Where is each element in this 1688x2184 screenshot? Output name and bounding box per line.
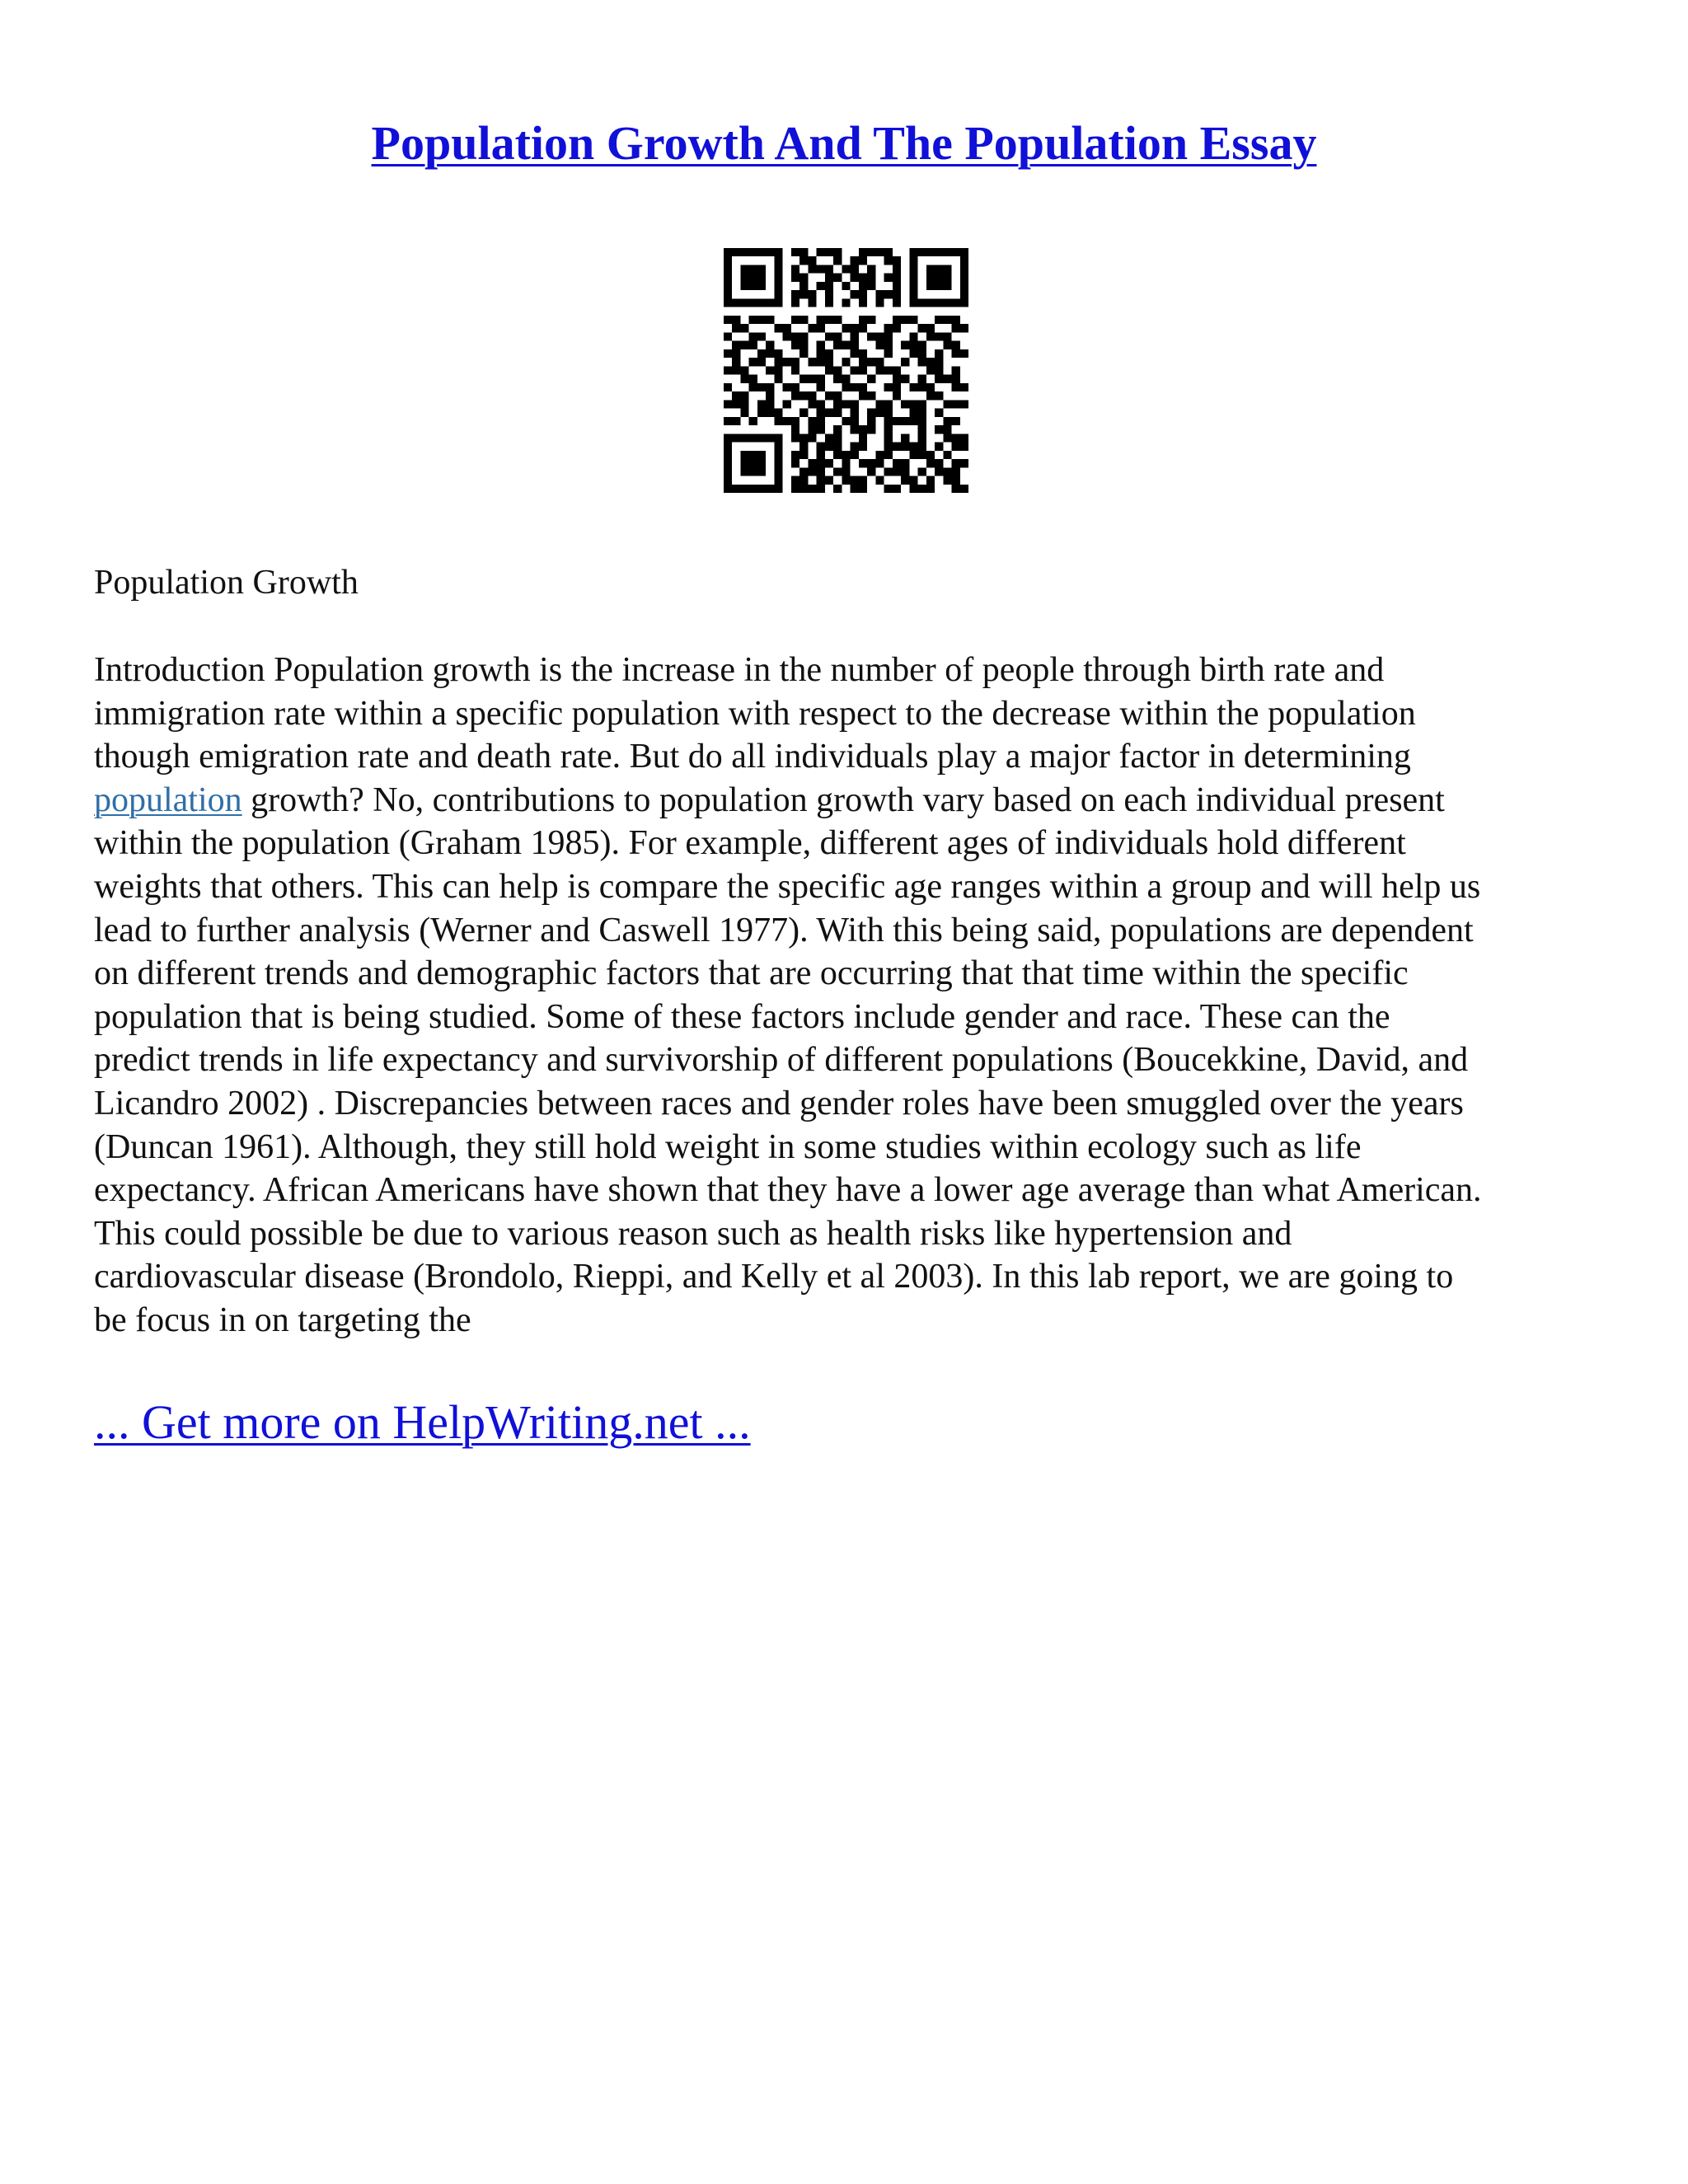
paragraph-line: lead to further analysis (Werner and Caswell 1977). With this being said, populations are dependent: [94, 911, 1474, 949]
paragraph-line: Licandro 2002) . Discrepancies between races and gender roles have been smuggled over the years: [94, 1084, 1464, 1122]
paragraph-line: (Duncan 1961). Although, they still hold weight in some studies within ecology such as life: [94, 1127, 1362, 1166]
essay-paragraph: [94, 649, 1602, 1343]
paragraph-line-rest: growth? No, contributions to population growth vary based on each individual present: [241, 780, 1445, 819]
paragraph-line-with-link: [94, 779, 1602, 823]
qr-code-graphic: [724, 248, 968, 493]
paragraph-line: be focus in on targeting the: [94, 1301, 471, 1339]
paragraph-line: This could possible be due to various reason such as health risks like hypertension and: [94, 1214, 1292, 1253]
paragraph-line: though emigration rate and death rate. But do all individuals play a major factor in determining: [94, 738, 1411, 776]
paragraph-line: immigration rate within a specific population with respect to the decrease within the population: [94, 694, 1416, 733]
paragraph-line: cardiovascular disease (Brondolo, Rieppi, and Kelly et al 2003). In this lab report, we are going to: [94, 1258, 1454, 1296]
paragraph-line: expectancy. African Americans have shown that they have a lower age average than what American.: [94, 1171, 1482, 1210]
paragraph-line: weights that others. This can help is compare the specific age ranges within a group and will help us: [94, 867, 1481, 906]
paragraph-line: within the population (Graham 1985). For example, different ages of individuals hold different: [94, 824, 1406, 863]
paragraph-line: on different trends and demographic factors that are occurring that that time within the specific: [94, 954, 1409, 993]
section-subtitle: Population Growth: [94, 564, 359, 602]
get-more-container: [94, 1393, 751, 1452]
population-link[interactable]: population: [94, 780, 242, 819]
qr-code: [724, 248, 968, 493]
title-link[interactable]: Population Growth And The Population Essay: [371, 116, 1317, 170]
paragraph-line: predict trends in life expectancy and survivorship of different populations (Boucekkine, David, and: [94, 1041, 1469, 1080]
get-more-link[interactable]: ... Get more on HelpWriting.net ...: [94, 1395, 751, 1449]
paragraph-line: population that is being studied. Some of these factors include gender and race. These can the: [94, 997, 1390, 1036]
document-title: [0, 112, 1688, 175]
paragraph-line: Introduction Population growth is the increase in the number of people through birth rate and: [94, 651, 1385, 689]
